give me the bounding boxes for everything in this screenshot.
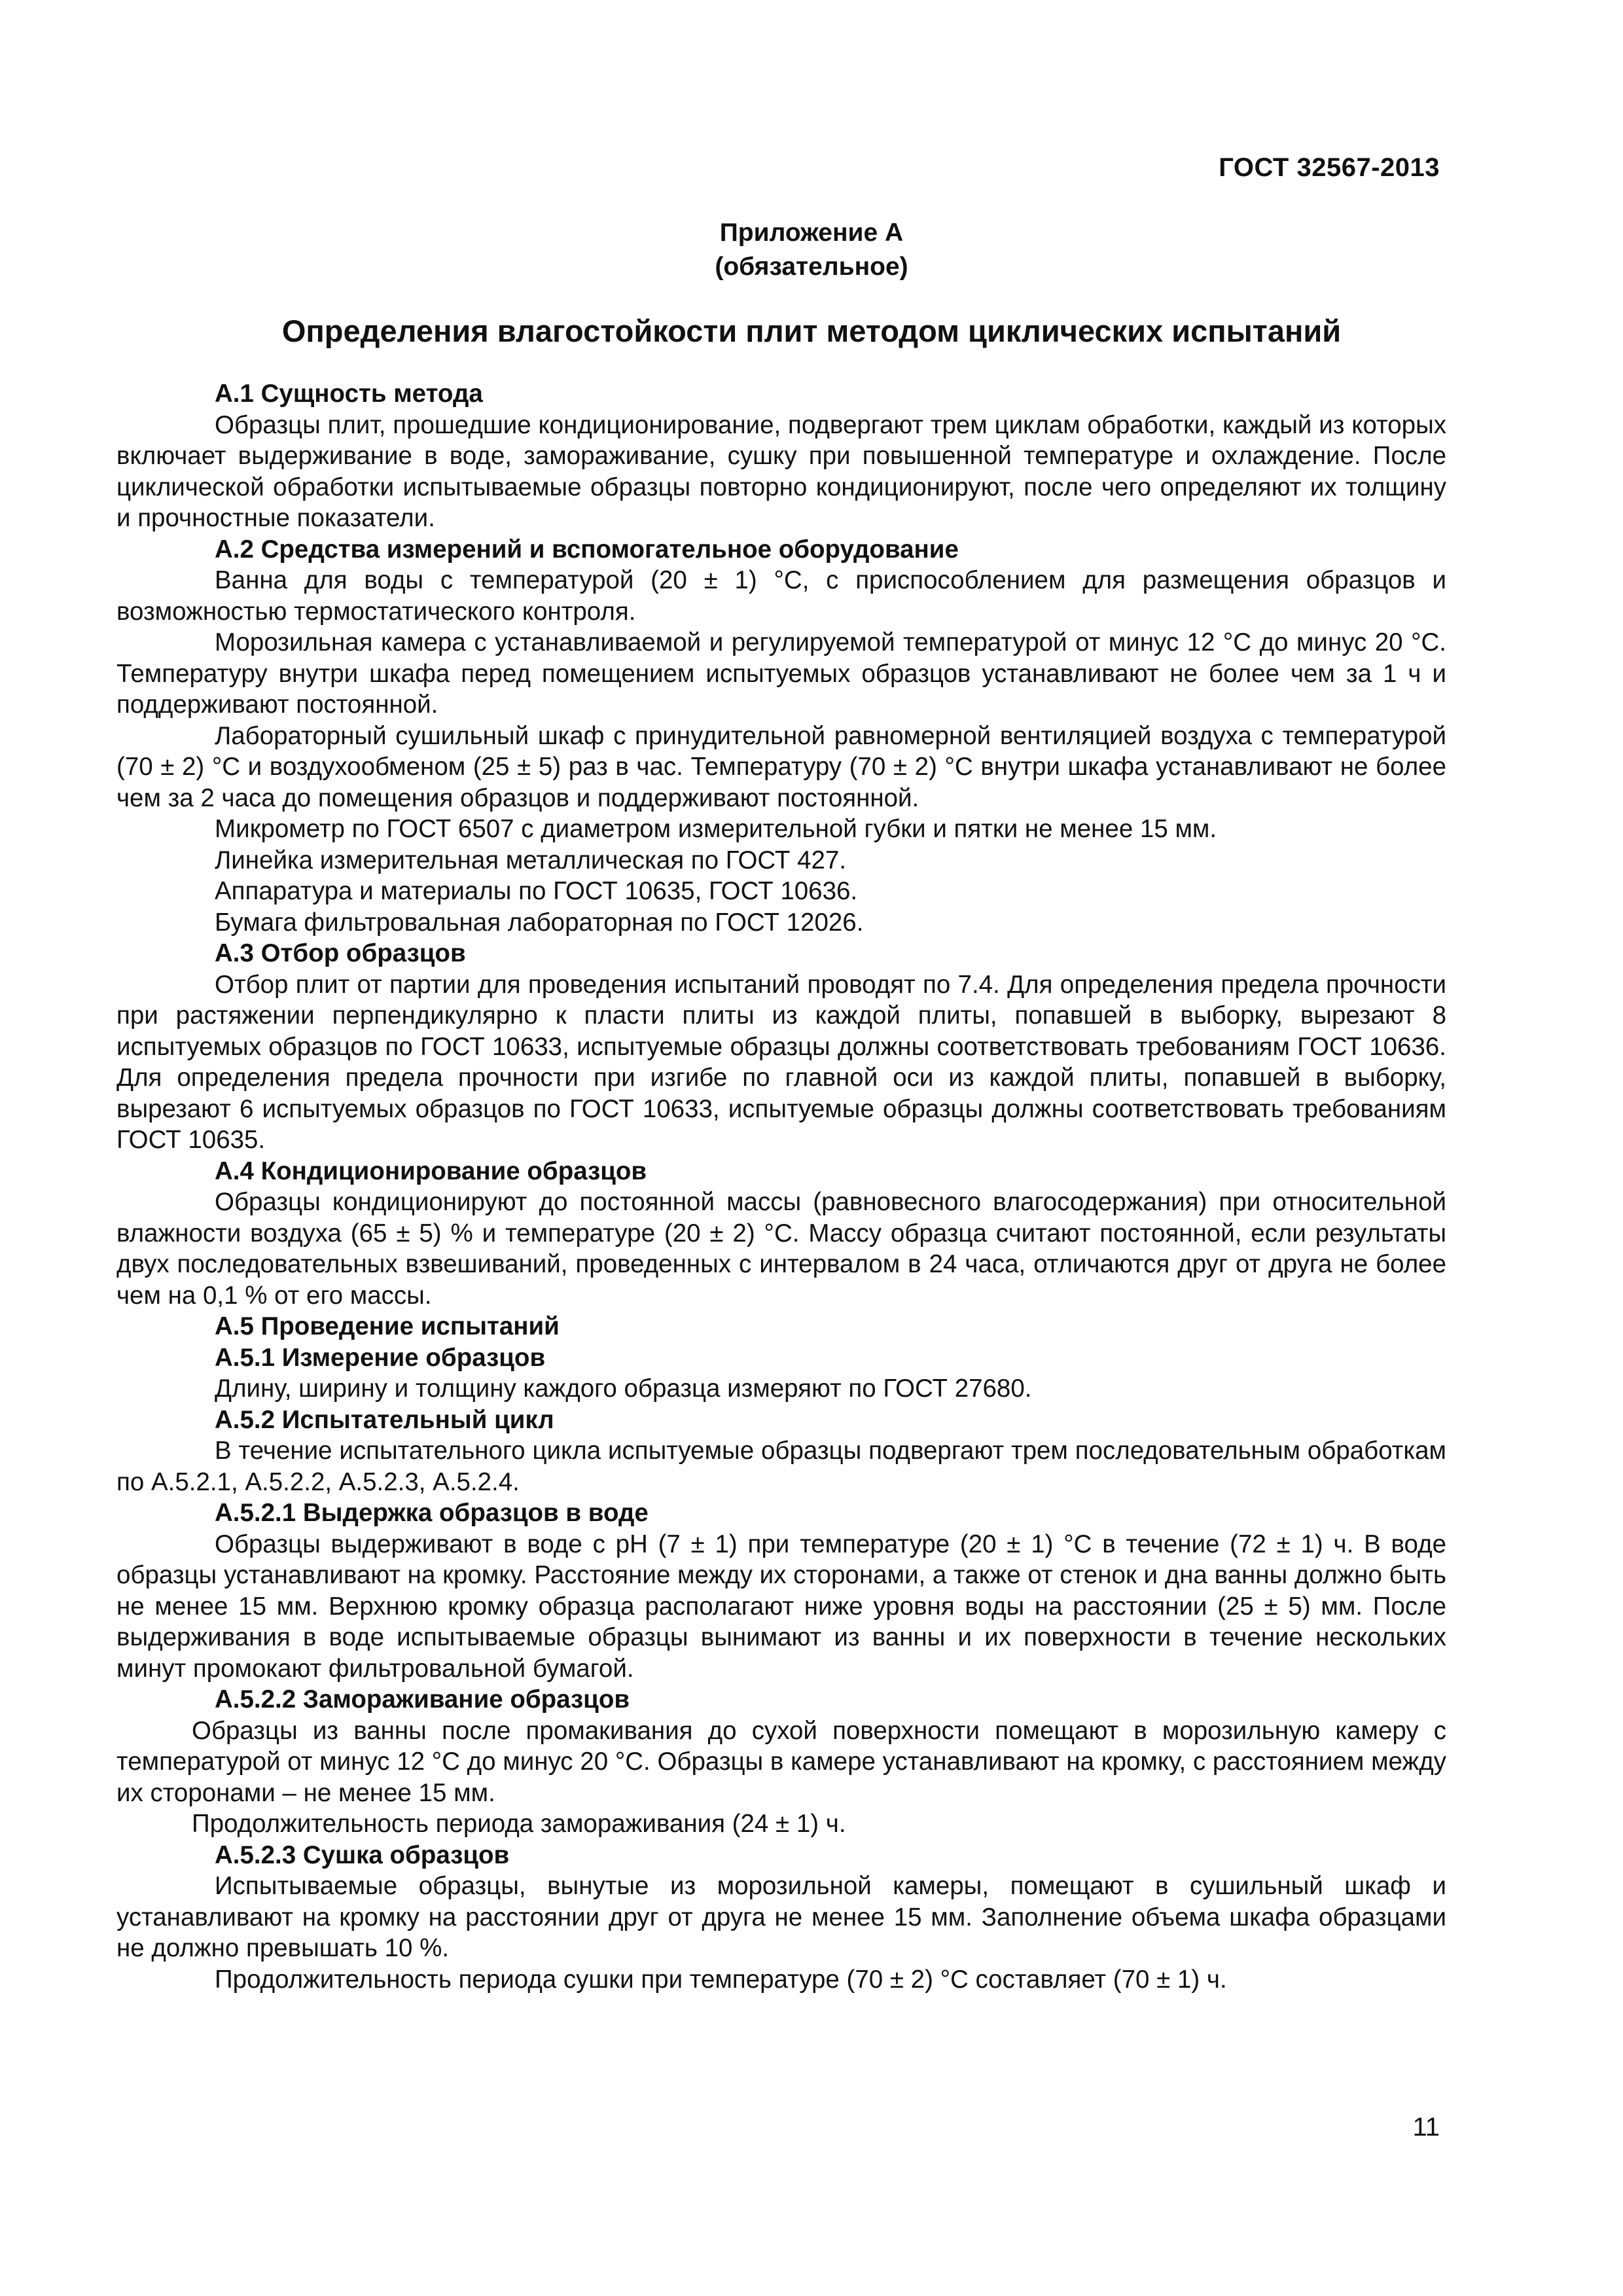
body-paragraph: Испытываемые образцы, вынутые из морозильной камеры, помещают в сушильный шкаф и устанавливают на кромку на расстоянии друг от друга не менее 15 мм. Заполнение объема шкафа образцами не должно превышать 10 %. — [116, 1872, 1446, 1962]
section-heading: А.5.2.1 Выдержка образцов в воде — [215, 1499, 649, 1527]
body-paragraph: Бумага фильтровальная лабораторная по ГОСТ 12026. — [215, 908, 864, 937]
body-paragraph: Длину, ширину и толщину каждого образца измеряют по ГОСТ 27680. — [215, 1374, 1032, 1403]
section-heading: А.5.2 Испытательный цикл — [215, 1405, 554, 1434]
section-heading: А.1 Сущность метода — [215, 380, 483, 408]
section-heading: А.5.1 Измерение образцов — [215, 1343, 546, 1372]
body-paragraph: Продолжительность периода замораживания (24 ± 1) ч. — [192, 1810, 846, 1838]
body-paragraph: Морозильная камера с устанавливаемой и регулируемой температурой от минус 12 °С до минус 20 °С. Температуру внутри шкафа перед помещением испытуемых образцов устанавливают не более чем за 1 ч и поддерживают постоянной. — [116, 628, 1446, 719]
page-number: 11 — [1412, 2113, 1440, 2142]
appendix-heading — [0, 216, 1623, 284]
document-code: ГОСТ 32567-2013 — [1219, 153, 1440, 182]
body-paragraph: Линейка измерительная металлическая по ГОСТ 427. — [215, 846, 847, 874]
body-paragraph: Отбор плит от партии для проведения испытаний проводят по 7.4. Для определения предела прочности при растяжении перпендикулярно к пласти плиты из каждой плиты, попавшей в выборку, вырезают 8 испытуемых образцов по ГОСТ 10633, испытуемые образцы должны соответствовать требованиям ГОСТ 10636. Для определения предела прочности при изгибе по главной оси из каждой плиты, попавшей в выборку, вырезают 6 испытуемых образцов по ГОСТ 10633, испытуемые образцы должны соответствовать требованиям ГОСТ 10635. — [116, 970, 1446, 1154]
appendix-title: Определения влагостойкости плит методом циклических испытаний — [281, 314, 1342, 348]
section-heading: А.5 Проведение испытаний — [215, 1312, 560, 1340]
appendix-status: (обязательное) — [715, 253, 908, 281]
body-paragraph: Образцы кондиционируют до постоянной массы (равновесного влагосодержания) при относительной влажности воздуха (65 ± 5) % и температуре (20 ± 2) °С. Массу образца считают постоянной, если результаты двух последовательных взвешиваний, проведенных с интервалом в 24 часа, отличаются друг от друга не более чем на 0,1 % от его массы. — [116, 1188, 1446, 1310]
body-paragraph: Аппаратура и материалы по ГОСТ 10635, ГОСТ 10636. — [215, 877, 858, 905]
document-body — [116, 378, 1446, 1995]
body-paragraph: Образцы из ванны после промакивания до сухой поверхности помещают в морозильную камеру с температурой от минус 12 °С до минус 20 °С. Образцы в камере устанавливают на кромку, с расстоянием между их сторонами – не менее 15 мм. — [116, 1716, 1446, 1807]
body-paragraph: Ванна для воды с температурой (20 ± 1) °С, с приспособлением для размещения образцов и возможностью термостатического контроля. — [116, 566, 1446, 626]
section-heading: А.2 Средства измерений и вспомогательное оборудование — [215, 535, 959, 564]
body-paragraph: Образцы плит, прошедшие кондиционирование, подвергают трем циклам обработки, каждый из которых включает выдерживание в воде, замораживание, сушку при повышенной температуре и охлаждение. После циклической обработки испытываемые образцы повторно кондиционируют, после чего определяют их толщину и прочностные показатели. — [116, 410, 1446, 532]
section-heading: А.5.2.2 Замораживание образцов — [215, 1685, 630, 1713]
section-heading: А.5.2.3 Сушка образцов — [215, 1840, 510, 1869]
body-paragraph: Образцы выдерживают в воде с рН (7 ± 1) при температуре (20 ± 1) °С в течение (72 ± 1) ч. В воде образцы устанавливают на кромку. Расстояние между их сторонами, а также от стенок и дна ванны должно быть не менее 15 мм. Верхнюю кромку образца располагают ниже уровня воды на расстоянии (25 ± 5) мм. После выдерживания в воде испытываемые образцы вынимают из ванны и их поверхности в течение нескольких минут промокают фильтровальной бумагой. — [116, 1530, 1446, 1683]
body-paragraph: Лабораторный сушильный шкаф с принудительной равномерной вентиляцией воздуха с температурой (70 ± 2) °С и воздухообменом (25 ± 5) раз в час. Температуру (70 ± 2) °С внутри шкафа устанавливают не более чем за 2 часа до помещения образцов и поддерживают постоянной. — [116, 721, 1446, 812]
body-paragraph: В течение испытательного цикла испытуемые образцы подвергают трем последовательным обработкам по А.5.2.1, А.5.2.2, А.5.2.3, А.5.2.4. — [116, 1437, 1446, 1496]
section-heading: А.3 Отбор образцов — [215, 939, 466, 967]
section-heading: А.4 Кондиционирование образцов — [215, 1157, 647, 1185]
appendix-label: Приложение А — [719, 219, 904, 247]
body-paragraph: Продолжительность периода сушки при температуре (70 ± 2) °С составляет (70 ± 1) ч. — [215, 1965, 1227, 1994]
body-paragraph: Микрометр по ГОСТ 6507 с диаметром измерительной губки и пятки не менее 15 мм. — [215, 815, 1217, 843]
